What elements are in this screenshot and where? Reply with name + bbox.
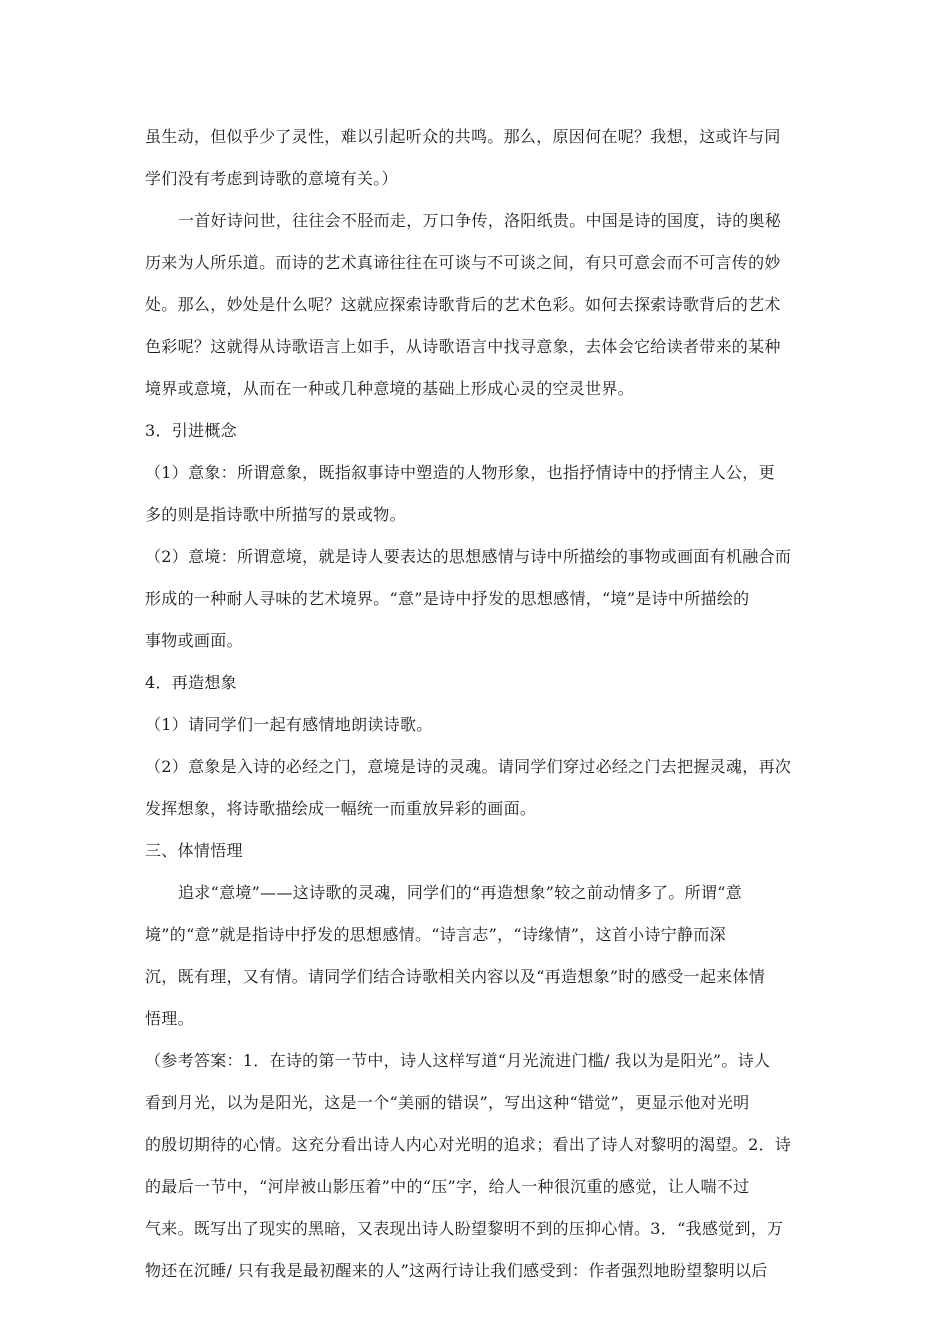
paragraph-line: 虽生动，但似乎少了灵性，难以引起听众的共鸣。那么，原因何在呢？我想，这或许与同: [145, 127, 781, 146]
paragraph-line: 物还在沉睡/ 只有我是最初醒来的人”这两行诗让我们感受到：作者强烈地盼望黎明以后: [145, 1261, 768, 1280]
paragraph-line: （2）意象是入诗的必经之门，意境是诗的灵魂。请同学们穿过必经之门去把握灵魂，再次: [145, 757, 792, 776]
paragraph-line: 气来。既写出了现实的黑暗，又表现出诗人盼望黎明不到的压抑心情。3．“我感觉到，万: [145, 1219, 784, 1238]
paragraph-line: 悟理。: [145, 1009, 194, 1028]
paragraph-line: （参考答案：1．在诗的第一节中，诗人这样写道“月光流进门槛/ 我以为是阳光”。诗人: [145, 1051, 771, 1070]
paragraph-line: 境”的“意”就是指诗中抒发的思想感情。“诗言志”，“诗缘情”，这首小诗宁静而深: [145, 925, 726, 944]
paragraph-line: 历来为人所乐道。而诗的艺术真谛往往在可谈与不可谈之间，有只可意会而不可言传的妙: [145, 253, 781, 272]
section-heading: 4．再造想象: [145, 673, 237, 692]
paragraph-line: （2）意境：所谓意境，就是诗人要表达的思想感情与诗中所描绘的事物或画面有机融合而: [145, 547, 792, 566]
section-heading: 3．引进概念: [145, 421, 237, 440]
paragraph-line: 多的则是指诗歌中所描写的景或物。: [145, 505, 406, 524]
paragraph-line: 境界或意境，从而在一种或几种意境的基础上形成心灵的空灵世界。: [145, 379, 635, 398]
paragraph-line: 处。那么，妙处是什么呢？这就应探索诗歌背后的艺术色彩。如何去探索诗歌背后的艺术: [145, 295, 781, 314]
paragraph-line: 看到月光，以为是阳光，这是一个“美丽的错误”，写出这种“错觉”，更显示他对光明: [145, 1093, 750, 1112]
paragraph-line: 的最后一节中，“河岸被山影压着”中的“压”字，给人一种很沉重的感觉，让人喘不过: [145, 1177, 750, 1196]
paragraph-line: 事物或画面。: [145, 631, 243, 650]
paragraph-line: 一首好诗问世，往往会不胫而走，万口争传，洛阳纸贵。中国是诗的国度，诗的奥秘: [178, 211, 782, 230]
paragraph-line: 学们没有考虑到诗歌的意境有关。）: [145, 169, 398, 188]
section-heading: 三、体情悟理: [145, 841, 243, 860]
paragraph-line: （1）请同学们一起有感情地朗读诗歌。: [145, 715, 433, 734]
paragraph-line: 的殷切期待的心情。这充分看出诗人内心对光明的追求；看出了诗人对黎明的渴望。2．诗: [145, 1135, 792, 1154]
paragraph-line: 形成的一种耐人寻味的艺术境界。“意”是诗中抒发的思想感情，“境”是诗中所描绘的: [145, 589, 750, 608]
paragraph-line: 沉，既有理，又有情。请同学们结合诗歌相关内容以及“再造想象”时的感受一起来体情: [145, 967, 766, 986]
paragraph-line: （1）意象：所谓意象，既指叙事诗中塑造的人物形象，也指抒情诗中的抒情主人公，更: [145, 463, 775, 482]
paragraph-line: 色彩呢？这就得从诗歌语言上如手，从诗歌语言中找寻意象，去体会它给读者带来的某种: [145, 337, 781, 356]
paragraph-line: 追求“意境”——这诗歌的灵魂，同学们的“再造想象”较之前动情多了。所谓“意: [178, 883, 742, 902]
paragraph-line: 发挥想象，将诗歌描绘成一幅统一而重放异彩的画面。: [145, 799, 537, 818]
